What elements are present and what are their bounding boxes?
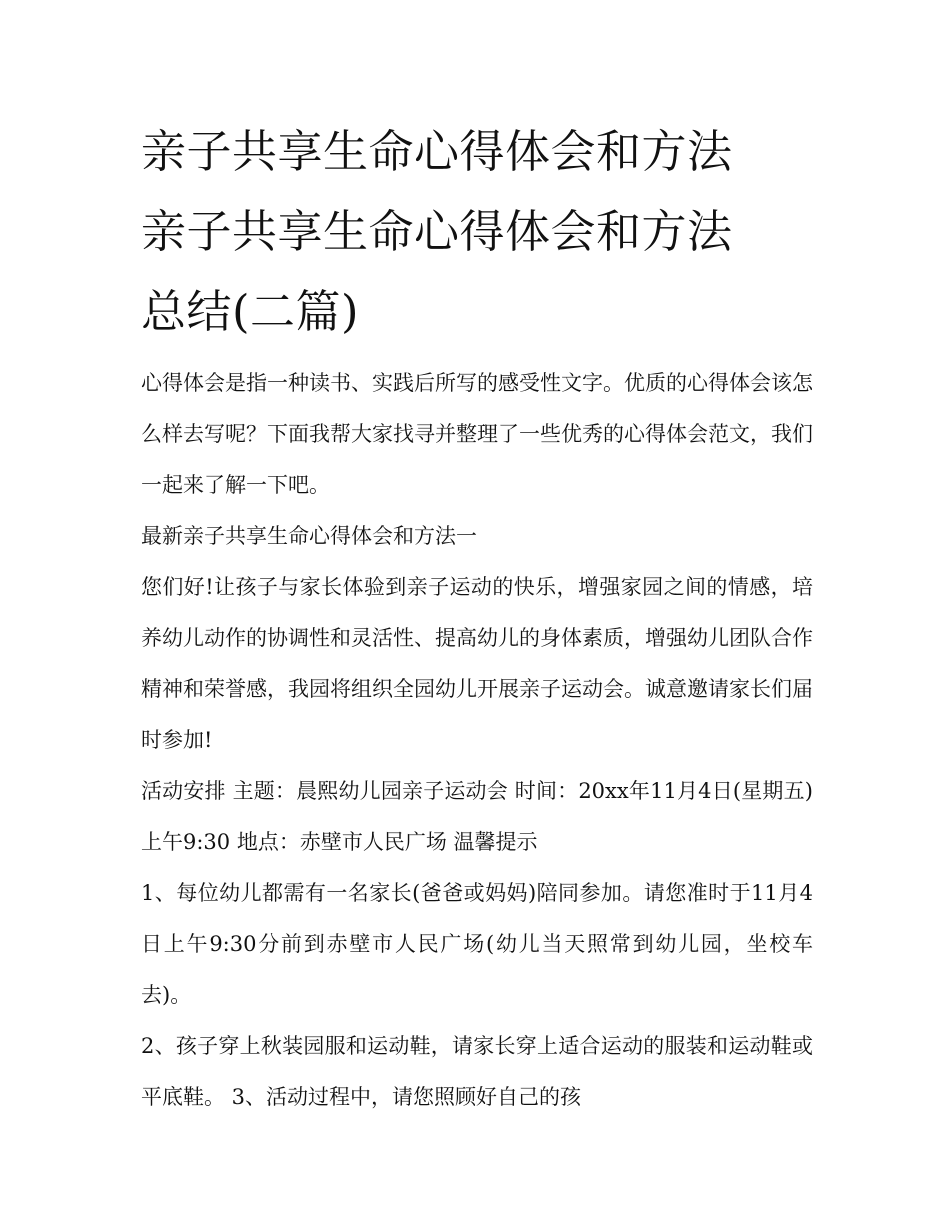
document-body bbox=[141, 112, 813, 1123]
title-line-1: 亲子共享生命心得体会和方法 bbox=[141, 125, 733, 178]
tip-1-paragraph: 1、每位幼儿都需有一名家长(爸爸或妈妈)陪同参加。请您准时于11月4日上午9:30分前到赤壁市人民广场(幼儿当天照常到幼儿园，坐校车去)。 bbox=[141, 881, 813, 1007]
intro-paragraph: 心得体会是指一种读书、实践后所写的感受性文字。优质的心得体会该怎么样去写呢？下面我帮大家找寻并整理了一些优秀的心得体会范文，我们一起来了解一下吧。 bbox=[141, 371, 813, 497]
invitation-paragraph: 您们好!让孩子与家长体验到亲子运动的快乐，增强家园之间的情感，培养幼儿动作的协调性和灵活性、提高幼儿的身体素质，增强幼儿团队合作精神和荣誉感，我园将组织全园幼儿开展亲子运动会。诚意邀请家长们届时参加! bbox=[141, 575, 813, 752]
schedule-paragraph: 活动安排 主题：晨熙幼儿园亲子运动会 时间：20xx年11月4日(星期五) 上午9:30 地点：赤壁市人民广场 温馨提示 bbox=[141, 779, 813, 854]
title-line-2: 亲子共享生命心得体会和方法 bbox=[141, 205, 733, 258]
document-title bbox=[141, 112, 813, 352]
section-heading: 最新亲子共享生命心得体会和方法一 bbox=[141, 524, 477, 548]
tip-2-paragraph: 2、孩子穿上秋装园服和运动鞋，请家长穿上适合运动的服装和运动鞋或平底鞋。 3、活动过程中，请您照顾好自己的孩 bbox=[141, 1034, 813, 1109]
title-line-3: 总结(二篇) bbox=[141, 285, 360, 338]
